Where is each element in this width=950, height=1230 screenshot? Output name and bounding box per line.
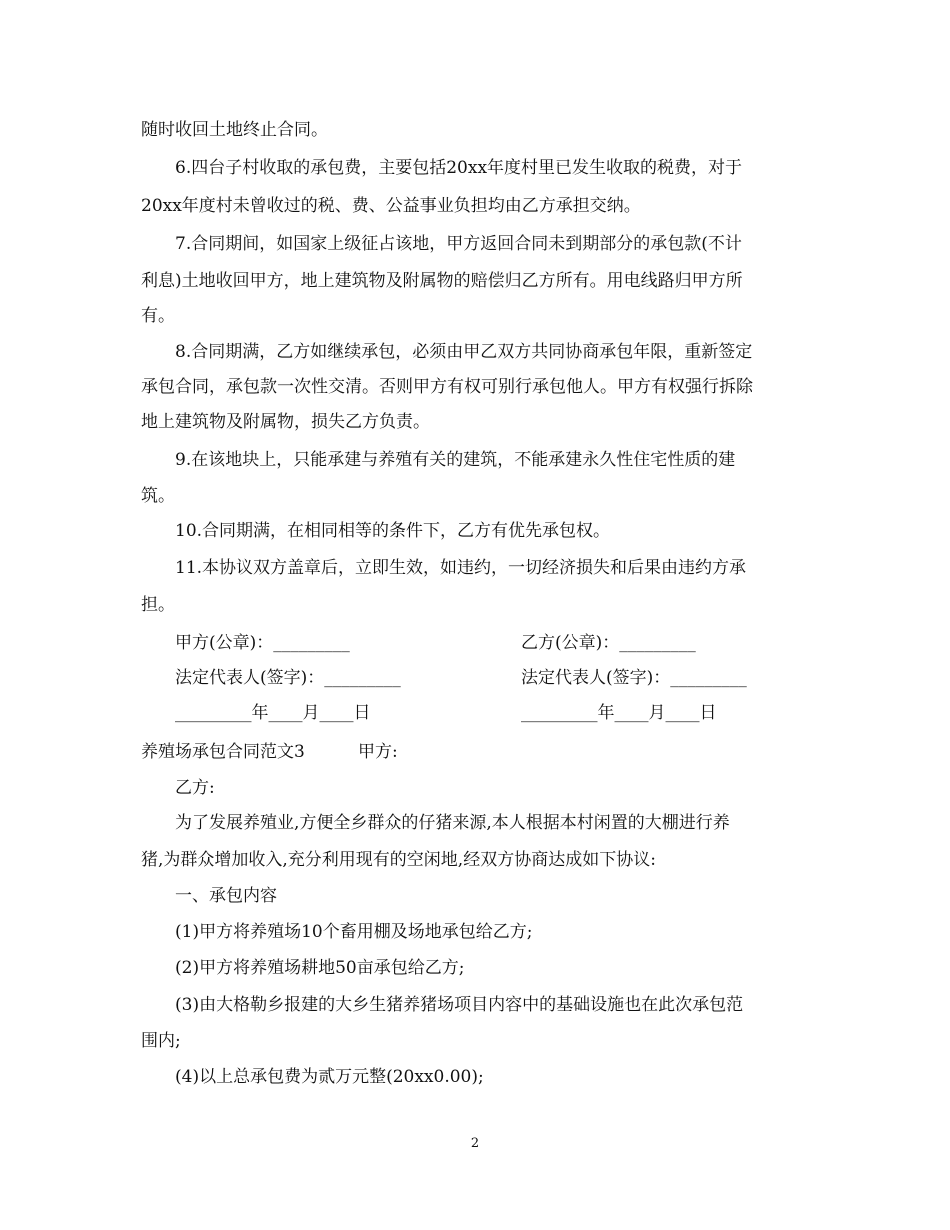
list-item: (1)甲方将养殖场10个畜用棚及场地承包给乙方; — [175, 922, 533, 942]
list-item: (4)以上总承包费为贰万元整(20xx0.00); — [175, 1067, 484, 1087]
party-b-seal-line: 乙方(公章)：_________ — [521, 633, 696, 653]
list-item: (2)甲方将养殖场耕地50亩承包给乙方; — [175, 958, 465, 978]
clause-6: 6.四台子村收取的承包费，主要包括20xx年度村里已发生收取的税费，对于 — [175, 158, 743, 178]
section-heading: 养殖场承包合同范文3 — [141, 742, 305, 762]
text-line: 筑。 — [141, 486, 175, 506]
party-b-label: 乙方: — [175, 778, 215, 798]
text-line: 承包合同，承包款一次性交清。否则甲方有权可别行承包他人。甲方有权强行拆除 — [141, 377, 753, 397]
party-a-label: 甲方: — [358, 742, 398, 762]
party-a-representative-line: 法定代表人(签字)：_________ — [175, 668, 401, 688]
text-line: 利息)土地收回甲方，地上建筑物及附属物的赔偿归乙方所有。用电线路归甲方所 — [141, 271, 743, 291]
party-b-representative-line: 法定代表人(签字)：_________ — [521, 668, 747, 688]
text-line: 20xx年度村未曾收过的税、费、公益事业负担均由乙方承担交纳。 — [141, 196, 641, 216]
party-b-date-line: _________年____月____日 — [521, 703, 717, 723]
text-line: 担。 — [141, 595, 175, 615]
section-title: 一、承包内容 — [175, 886, 277, 906]
page-number: 2 — [470, 1136, 480, 1151]
text-line: 猪,为群众增加收入,充分利用现有的空闲地,经双方协商达成如下协议: — [141, 850, 656, 870]
clause-9: 9.在该地块上，只能承建与养殖有关的建筑，不能承建永久性住宅性质的建 — [175, 450, 736, 470]
list-item: (3)由大格勒乡报建的大乡生猪养猪场项目内容中的基础设施也在此次承包范 — [175, 995, 744, 1015]
text-line: 有。 — [141, 306, 175, 326]
clause-10: 10.合同期满，在相同相等的条件下，乙方有优先承包权。 — [175, 521, 611, 541]
clause-8: 8.合同期满，乙方如继续承包，必须由甲乙双方共同协商承包年限，重新签定 — [175, 342, 753, 362]
party-a-seal-line: 甲方(公章)：_________ — [175, 633, 350, 653]
text-line: 随时收回土地终止合同。 — [141, 120, 328, 140]
text-line: 地上建筑物及附属物，损失乙方负责。 — [141, 412, 430, 432]
preamble: 为了发展养殖业,方便全乡群众的仔猪来源,本人根据本村闲置的大棚进行养 — [175, 813, 730, 833]
clause-11: 11.本协议双方盖章后，立即生效，如违约，一切经济损失和后果由违约方承 — [175, 558, 747, 578]
text-line: 围内; — [141, 1031, 181, 1051]
party-a-date-line: _________年____月____日 — [175, 703, 371, 723]
clause-7: 7.合同期间，如国家上级征占该地，甲方返回合同未到期部分的承包款(不计 — [175, 234, 742, 254]
